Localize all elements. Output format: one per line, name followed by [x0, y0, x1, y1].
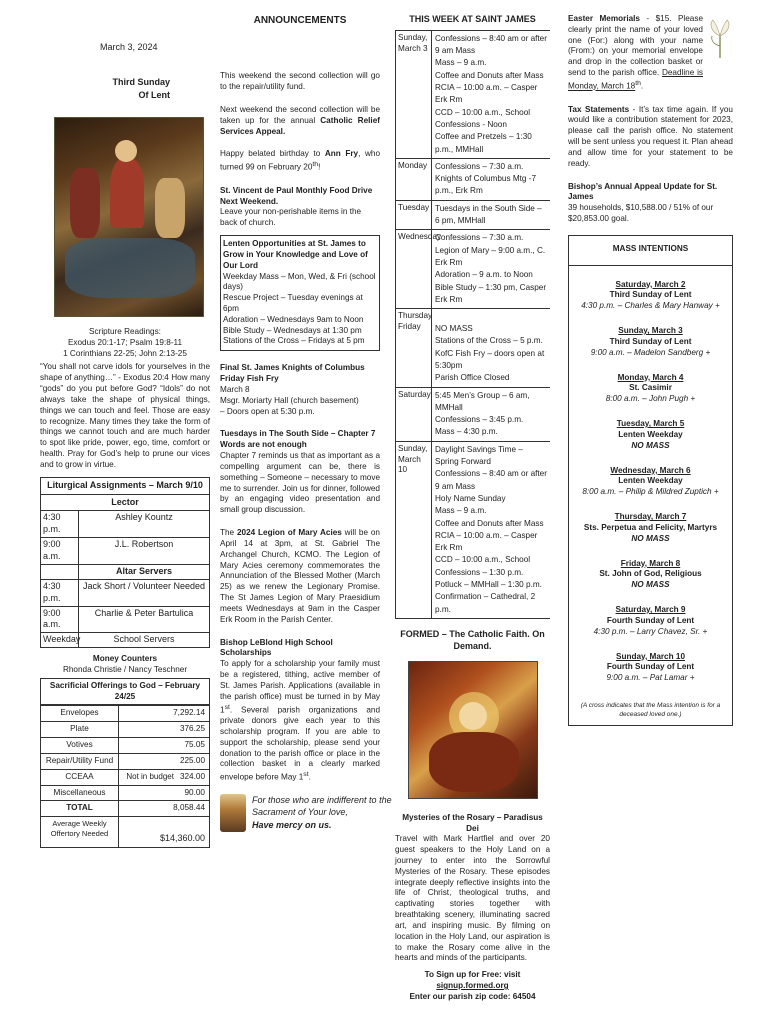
table-row: 9:00 a.m. J.L. Robertson: [41, 537, 209, 564]
announcements-title: ANNOUNCEMENTS: [253, 15, 347, 26]
right-column: [568, 14, 733, 726]
list-item: Friday, March 8 St. John of God, Religious NO MASS: [599, 558, 702, 590]
list-item: Saturday, March 2 Third Sunday of Lent 4:30 p.m. – Charles & Mary Hanway +: [581, 279, 720, 311]
mysteries-description: Travel with Mark Hartfiel and over 20 guest speakers to the Holy Land on a journey to enter into the Sorrowful Mysteries of the Rosary. These episodes integrate deeply reflective insights into the life of Christ, theological truths, and captivating stories together with breathtaking scenery, illuminating sacred art, and inspiring music. By filming on location in the Holy Land, our aspiration is to make the Rosary come alive in the hearts and minds of the participants.: [395, 834, 550, 963]
list-item: Sunday, March 3 Third Sunday of Lent 9:00 a.m. – Madelon Sandberg +: [590, 326, 711, 357]
table-row: Thursday Friday NO MASS Stations of the Cross – 5 p.m. KofC Fish Fry – doors open at 5:30pm Parish Office Closed: [396, 309, 550, 387]
list-item: Saturday, March 9 Fourth Sunday of Lent 4:30 p.m. – Larry Chavez, Sr. +: [593, 605, 708, 636]
legion-of-mary-notice: The 2024 Legion of Mary Acies will be on April 14 at 3pm, at St. Gabriel The Archangel Church, KCMO. The Legion of Mary Acies ceremony commemorates the Annunciation of the Blessed Mother (March 25) as we renew the Legionary Promise. The St James Legion of Mary Praesidium meets Wednesdays at 9am in the Casper Erk Room in the Parish Center.: [220, 528, 380, 624]
table-row: 4:30 p.m. Jack Short / Volunteer Needed: [41, 579, 209, 606]
table-row: TOTAL 8,058.44: [41, 800, 209, 816]
table-row: Sunday, March 10 Daylight Savings Time – Spring Forward Confessions – 8:40 am or after 9 am Mass Holy Name Sunday Mass – 9 a.m. Coffee and Donuts after Mass RCIA – 10:00 a.m. – Casper Erk Rm CCD – 10:00 a.m., School Confessions – 1:30 p.m. Potluck – MMHall – 1:30 p.m. Confirmation – Cathedral, 2 p.m.: [396, 442, 550, 619]
table-row: Average Weekly Offertory Needed $14,360.00: [41, 816, 209, 847]
bulletin-date: March 3, 2024: [100, 42, 158, 52]
offerings-table: [40, 678, 210, 848]
mass-intentions-title: MASS INTENTIONS: [569, 240, 732, 266]
this-week-title: THIS WEEK AT SAINT JAMES: [395, 14, 550, 31]
rosary-mysteries-image: [408, 661, 538, 799]
scripture-readings: Scripture Readings: Exodus 20:1-17; Psalm 19:8-11 1 Corinthians 22-25; John 2:13-25: [63, 326, 187, 358]
easter-memorials: Easter Memorials - $15. Please clearly print the name of your loved one (For:) along with your name (From:) on your memorial envelope and drop in the collection basket or send to the parish office. Deadline is Monday, March 18th.: [568, 14, 703, 91]
readings-reflection: “You shall not carve idols for yourselves in the shape of anything…” - Exodus 20:4 How many “gods” do you put before God? “Idols” do not always take the shape of physical things, things we can touch and feel. Those are easy to recognize. Many times they take the form of things we cannot touch and are much harder to spot like pride, power, ego, time, comfort or health. Pray for God’s help to prune our vices and to grow in virtue.: [40, 362, 210, 469]
mass-intentions-box: [568, 235, 733, 726]
liturgical-title: Liturgical Assignments – March 9/10: [41, 478, 209, 495]
formed-title: FORMED – The Catholic Faith. On Demand.: [400, 628, 545, 651]
left-column: [40, 14, 210, 848]
altar-label: Altar Servers: [115, 565, 173, 576]
announcement-crs: Next weekend the second collection will be taken up for the annual Catholic Relief Services Appeal.: [220, 104, 380, 136]
offerings-title: Sacrificial Offerings to God – February 24/25: [41, 679, 209, 706]
formed-signup: To Sign up for Free: visit signup.formed.org Enter our parish zip code: 64504: [409, 970, 536, 1001]
announcement-collection: This weekend the second collection will go to the repair/utility fund.: [220, 71, 380, 92]
scholarship-notice: Bishop LeBlond High School Scholarships To apply for a scholarship your family must be a registered, tithing, active member of St. James Parish. Applications (available in the parish office) must be turned in by May 1st. Several parish organizations and private donors give each year to this scholarship program. If you are able to support the scholarship, please send your donation to the parish office or place in the collection basket in a clearly marked envelope before May 1st.: [220, 637, 380, 782]
announcements-column: [220, 14, 392, 832]
lenten-opportunities-box: [220, 235, 380, 351]
list-item: Wednesday, March 6 Lenten Weekday 8:00 a.m. – Philip & Mildred Zuptich +: [582, 465, 719, 497]
lenten-title: Lenten Opportunities at St. James to Grow in Your Knowledge and Love of Our Lord: [223, 239, 368, 270]
list-item: Rescue Project – Tuesday evenings at 6pm: [223, 293, 363, 313]
table-row: Envelopes 7,292.14: [41, 705, 209, 721]
table-row: Monday Confessions – 7:30 a.m. Knights of Columbus Mtg -7 p.m., Erk Rm: [396, 159, 550, 201]
announcement-birthday: Happy belated birthday to Ann Fry, who turned 99 on February 20th!: [220, 149, 380, 172]
table-row: Repair/Utility Fund 225.00: [41, 753, 209, 769]
easter-lily-icon: [707, 18, 733, 60]
money-counters-title: Money Counters: [92, 654, 158, 664]
table-row: 9:00 a.m. Charlie & Peter Bartulica: [41, 606, 209, 633]
list-item: Thursday, March 7 Sts. Perpetua and Felicity, Martyrs NO MASS: [583, 512, 718, 543]
list-item: Bible Study – Wednesdays at 1:30 pm: [223, 325, 362, 335]
mass-intention-note: (A cross indicates that the Mass intention is for a deceased loved one.): [580, 702, 721, 718]
table-row: Saturday 5:45 Men’s Group – 6 am, MMHall Confessions – 3:45 p.m. Mass – 4:30 p.m.: [396, 388, 550, 442]
table-row: Plate 376.25: [41, 721, 209, 737]
formed-signup-link[interactable]: signup.formed.org: [436, 981, 509, 991]
fish-fry-notice: Final St. James Knights of Columbus Friday Fish Fry March 8 Msgr. Moriarty Hall (church basement) – Doors open at 5:30 p.m.: [220, 363, 365, 416]
table-row: Votives 75.05: [41, 737, 209, 753]
cleansing-temple-painting: [54, 117, 204, 317]
table-row: Miscellaneous 90.00: [41, 785, 209, 801]
table-row: Sunday, March 3 Confessions – 8:40 am or after 9 am Mass Mass – 9 a.m. Coffee and Donuts after Mass RCIA – 10:00 a.m. – Casper Erk Rm CCD – 10:00 a.m., School Confessions - Noon Coffee and Pretzels – 1:30 p.m., MMHall: [396, 31, 550, 159]
list-item: Adoration – Wednesdays 9am to Noon: [223, 314, 364, 324]
table-row: Weekday School Servers: [41, 632, 209, 647]
list-item: Tuesday, March 5 Lenten Weekday NO MASS: [616, 419, 685, 450]
weekly-schedule: [395, 31, 550, 619]
saint-portrait: [220, 794, 246, 832]
tuesdays-south-side: Tuesdays in The South Side – Chapter 7 Words are not enough Chapter 7 reminds us that as important as a compelling argument can be, there is something – Someone – necessary to move me to surrender. Join us for dinner, followed by an engaging video presentation and small group discussion.: [220, 429, 380, 515]
liturgical-assignments-table: [40, 477, 210, 649]
bishops-appeal: Bishop’s Annual Appeal Update for St. James 39 households, $10,588.00 / 51% of our $20,853.00 goal.: [568, 181, 718, 223]
table-row: [41, 564, 209, 579]
sunday-title: Third Sunday Of Lent: [112, 76, 170, 101]
table-row: 4:30 p.m. Ashley Kountz: [41, 510, 209, 537]
money-counters-names: Rhonda Christie / Nancy Teschner: [62, 664, 188, 674]
tax-statements: Tax Statements - It’s tax time again. If you would like a contribution statement for 2023, please call the parish office. No statement will be sent unless you request it. Plan ahead and allow time for your statement to be ready.: [568, 104, 733, 168]
announcement-food-drive: St. Vincent de Paul Monthly Food Drive Next Weekend. Leave your non-perishable items in the back of church.: [220, 185, 373, 228]
this-week-column: [395, 14, 550, 1003]
mysteries-title: Mysteries of the Rosary – Paradisus Dei: [402, 812, 543, 833]
table-row: Tuesday Tuesdays in the South Side – 6 pm, MMHall: [396, 201, 550, 231]
lector-label: Lector: [111, 496, 139, 507]
table-row: Wednesday Confessions – 7:30 a.m. Legion of Mary – 9:00 a.m., C. Erk Rm Adoration – 9 a.m. to Noon Bible Study – 1:30 pm, Casper Erk Rm: [396, 230, 550, 309]
table-row: CCEAA Not in budget 324.00: [41, 769, 209, 785]
prayer-quote: For those who are indifferent to the Sacrament of Your love, Have mercy on us.: [220, 794, 380, 832]
list-item: Sunday, March 10 Fourth Sunday of Lent 9:00 a.m. – Pat Lamar +: [606, 651, 695, 683]
list-item: Weekday Mass – Mon, Wed, & Fri (school days): [223, 271, 376, 292]
list-item: Monday, March 4 St. Casimir 8:00 a.m. – John Pugh +: [605, 372, 696, 404]
list-item: Stations of the Cross – Fridays at 5 pm: [223, 336, 365, 346]
